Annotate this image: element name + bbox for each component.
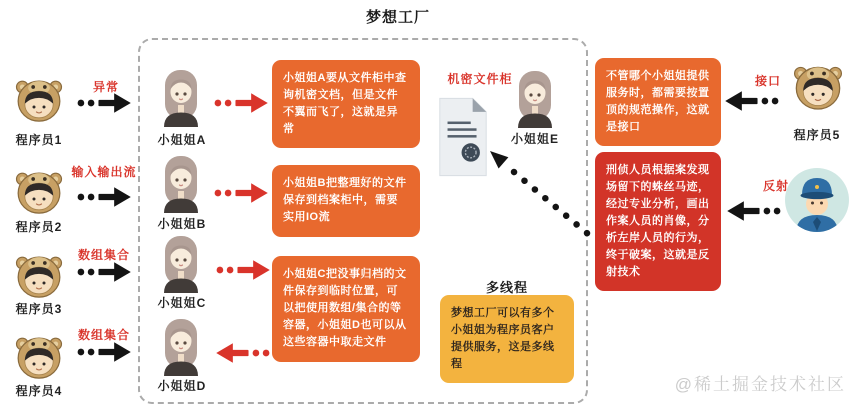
- collection-tag: 数组集合: [77, 248, 130, 262]
- lady-d-label: 小姐姐D: [157, 379, 207, 393]
- dashed-arrow-right-icon: [76, 340, 132, 364]
- lady-e-avatar-icon: [512, 66, 558, 128]
- programmer3-label: 程序员3: [15, 302, 63, 316]
- programmer3-monkey-avatar-icon: [14, 252, 64, 299]
- reflection-note-box: 刑侦人员根据案发现场留下的蛛丝马迹，经过专业分析，画出作案人员的肖像，分析左岸人员的行为，终于破案，这就是反射技术: [595, 152, 721, 291]
- lady-a-avatar-icon: [158, 65, 204, 127]
- exception-note-box: 小姐姐A要从文件柜中查询机密文档，但是文件不翼而飞了，这就是异常: [272, 60, 420, 148]
- programmer5-monkey-avatar-icon: [792, 62, 844, 111]
- red-dashed-arrow-right-icon: [213, 181, 269, 205]
- page-title: 梦想工厂: [365, 9, 430, 26]
- programmer2-monkey-avatar-icon: [14, 168, 64, 215]
- lady-d-avatar-icon: [158, 314, 204, 376]
- dashed-arrow-left-icon: [726, 199, 782, 223]
- lady-a-label: 小姐姐A: [157, 133, 207, 147]
- io-note-box: 小姐姐B把整理好的文件保存到档案柜中，需要实用IO流: [272, 165, 420, 237]
- watermark: @稀土掘金技术社区: [674, 375, 846, 394]
- programmer4-label: 程序员4: [15, 384, 63, 398]
- cabinet-label: 机密文件柜: [447, 72, 513, 86]
- lady-b-avatar-icon: [158, 151, 204, 213]
- dotted-arrow-to-cabinet-icon: [484, 146, 596, 242]
- dashed-arrow-right-icon: [76, 185, 132, 209]
- reflection-tag: 反射: [762, 179, 789, 193]
- lady-c-avatar-icon: [158, 231, 204, 293]
- interface-tag: 接口: [754, 74, 781, 88]
- police-avatar-icon: [784, 167, 850, 233]
- lady-e-label: 小姐姐E: [510, 132, 559, 146]
- dashed-arrow-right-icon: [76, 260, 132, 284]
- programmer1-label: 程序员1: [15, 133, 63, 147]
- exception-tag: 异常: [92, 80, 119, 94]
- interface-note-box: 不管哪个小姐姐提供服务时，都需要按置顶的规范操作，这就是接口: [595, 58, 721, 146]
- dashed-arrow-right-icon: [76, 91, 132, 115]
- red-dashed-arrow-right-icon: [213, 91, 269, 115]
- red-dashed-arrow-right-icon: [215, 258, 271, 282]
- programmer4-monkey-avatar-icon: [14, 333, 64, 380]
- lady-b-label: 小姐姐B: [157, 217, 207, 231]
- red-dashed-arrow-left-icon: [215, 341, 271, 365]
- multithread-note-box: 梦想工厂可以有多个小姐姐为程序员客户提供服务，这是多线程: [440, 295, 574, 383]
- lady-c-label: 小姐姐C: [157, 296, 207, 310]
- programmer5-label: 程序员5: [793, 128, 841, 142]
- io-stream-tag: 输入输出流: [71, 165, 137, 179]
- multithread-label: 多线程: [485, 280, 528, 295]
- programmer1-monkey-avatar-icon: [14, 76, 64, 123]
- collection-note-box: 小姐姐C把没事归档的文件保存到临时位置，可以把使用数组/集合的等容器，小姐姐D也可以从这些容器中取走文件: [272, 256, 420, 362]
- collection-tag-2: 数组集合: [77, 328, 130, 342]
- programmer2-label: 程序员2: [15, 220, 63, 234]
- dashed-arrow-left-icon: [724, 89, 780, 113]
